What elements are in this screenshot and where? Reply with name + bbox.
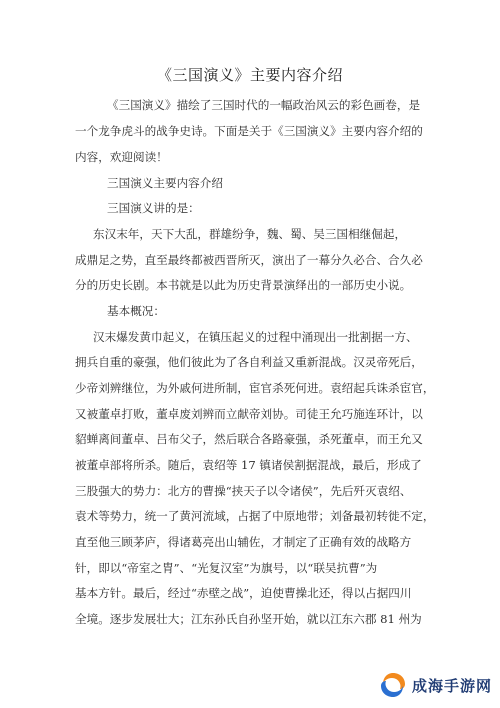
paragraph-line: 《三国演义》描绘了三国时代的一幅政治风云的彩色画卷，是 [107, 98, 421, 112]
paragraph-line: 分的历史长剧。本书就是以此为历史背景演绎出的一部历史小说。 [75, 278, 412, 292]
paragraph-line: 成鼎足之势，直至最终都被西晋所灭，演出了一幕分久必合、合久必 [75, 253, 423, 267]
paragraph-line: 貂蝉离间董卓、吕布父子，然后联合各路豪强，杀死董卓，而王允又 [75, 432, 423, 446]
swirl-logo-icon [378, 670, 408, 700]
document-title: 《三国演义》主要内容介绍 [156, 66, 343, 84]
paragraph-line: 一个龙争虎斗的战争史诗。下面是关于《三国演义》主要内容介绍的 [75, 124, 423, 138]
paragraph-line: 袁术等势力，统一了黄河流域，占据了中原地带；刘备最初转徙不定， [75, 509, 435, 523]
section-heading: 三国演义讲的是： [107, 201, 200, 215]
paragraph-line: 三股强大的势力：北方的曹操“挟天子以令诸侯”，先后歼灭袁绍、 [75, 484, 412, 498]
paragraph-line: 汉末爆发黄巾起义，在镇压起义的过程中涌现出一批割据一方、 [93, 330, 418, 344]
paragraph-line: 内容，欢迎阅读！ [75, 150, 168, 164]
section-heading: 三国演义主要内容介绍 [107, 176, 223, 190]
site-watermark [352, 668, 492, 702]
paragraph-line: 被董卓部将所杀。随后，袁绍等 17 镇诸侯割据混战，最后，形成了 [75, 458, 422, 472]
section-heading: 基本概况： [107, 304, 165, 318]
paragraph-line: 东汉末年，天下大乱，群雄纷争，魏、蜀、吴三国相继倔起， [93, 227, 407, 241]
paragraph-line: 全境。逐步发展壮大；江东孙氏自孙坚开始，就以江东六郡 81 州为 [75, 612, 422, 626]
paragraph-line: 基本方针。最后，经过“赤壁之战”，迫使曹操北还，得以占据四川 [75, 586, 412, 600]
paragraph-line: 少帝刘辨继位，为外戚何进所制，宦官杀死何进。袁绍起兵诛杀宦官， [75, 381, 435, 395]
paragraph-line: 拥兵自重的豪强，他们彼此为了各自利益又重新混战。汉灵帝死后， [75, 355, 423, 369]
paragraph-line: 针，即以“帝室之胄”、“光复汉室”为旗号，以“联吴抗曹”为 [75, 561, 378, 575]
paragraph-line: 又被董卓打败，董卓废刘辨而立献帝刘协。司徒王允巧施连环计，以 [75, 407, 423, 421]
paragraph-line: 直至他三顾茅庐，得诸葛亮出山辅佐，才制定了正确有效的战略方 [75, 535, 412, 549]
watermark-text: 成海手游网 [411, 676, 492, 695]
